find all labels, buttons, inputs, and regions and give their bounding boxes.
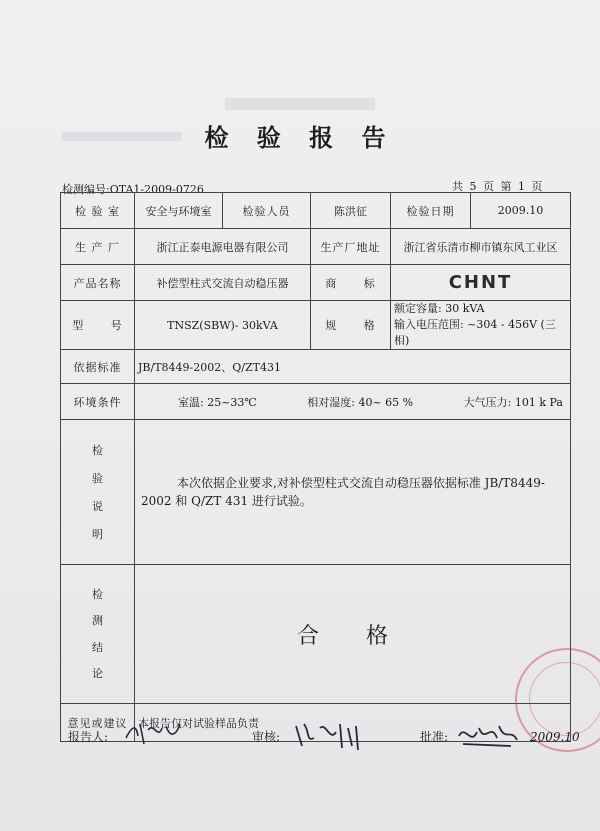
result-label-char: 测 xyxy=(92,614,103,628)
env-label: 环境条件 xyxy=(61,384,135,420)
desc-label xyxy=(61,420,135,565)
desc-label-char: 说 xyxy=(92,499,103,513)
inspector-label: 检验人员 xyxy=(223,193,311,229)
maker-value: 浙江正泰电源电器有限公司 xyxy=(135,229,311,265)
lab-label: 检 验 室 xyxy=(61,193,135,229)
reviewer-label: 审核: xyxy=(252,730,281,744)
table-row xyxy=(61,420,571,565)
result-value: 合 格 xyxy=(135,565,571,704)
report-code-label: 检测编号: xyxy=(62,183,110,196)
date-label: 检验日期 xyxy=(391,193,471,229)
room-temp: 室温: 25~33℃ xyxy=(178,395,257,409)
spec-label: 规 格 xyxy=(311,301,391,350)
product-label: 产品名称 xyxy=(61,265,135,301)
address-value: 浙江省乐清市柳市镇东风工业区 xyxy=(391,229,571,265)
brand-value: CHNT xyxy=(448,272,513,293)
standard-label: 依据标准 xyxy=(61,350,135,384)
result-label-char: 结 xyxy=(92,640,103,654)
desc-paragraph: 本次依据企业要求,对补偿型柱式交流自动稳压器依据标准 JB/T8449-2002 和 Q/ZT 431 进行试验。 xyxy=(141,476,545,508)
brand-logo xyxy=(391,265,571,301)
approval-date: 2009.10 xyxy=(530,730,580,744)
model-label: 型 号 xyxy=(61,301,135,350)
date-value: 2009.10 xyxy=(471,193,571,229)
maker-label: 生 产 厂 xyxy=(61,229,135,265)
inspector-value: 陈洪征 xyxy=(311,193,391,229)
desc-label-char: 验 xyxy=(92,471,103,485)
desc-text xyxy=(135,420,571,565)
desc-label-char: 明 xyxy=(92,527,103,541)
page-count: 共 5 页 第 1 页 xyxy=(452,180,543,193)
address-label: 生产厂地址 xyxy=(311,229,391,265)
report-title: 检 验 报 告 xyxy=(204,123,396,152)
table-row xyxy=(61,301,571,350)
approver-signature xyxy=(455,718,521,752)
approver-label: 批准: xyxy=(420,730,449,744)
spec-line-1: 额定容量: 30 kVA xyxy=(394,302,485,315)
opinion-value: 本报告仅对试验样品负责 xyxy=(135,704,571,742)
env-values xyxy=(135,384,571,420)
reporter-label: 报告人: xyxy=(68,730,109,744)
table-row xyxy=(61,265,571,301)
result-label-char: 检 xyxy=(92,587,103,601)
humidity: 相对湿度: 40~ 65 % xyxy=(307,395,414,409)
result-label xyxy=(61,565,135,704)
pressure: 大气压力: 101 k Pa xyxy=(463,395,563,409)
product-value: 补偿型柱式交流自动稳压器 xyxy=(135,265,311,301)
table-row xyxy=(61,565,571,704)
model-value: TNSZ(SBW)- 30kVA xyxy=(135,301,311,350)
table-row xyxy=(61,193,571,229)
table-row xyxy=(61,384,571,420)
standard-value: JB/T8449-2002、Q/ZT431 xyxy=(135,350,571,384)
result-label-char: 论 xyxy=(92,667,103,681)
spec-value xyxy=(391,301,571,350)
report-table xyxy=(60,192,571,742)
lab-value: 安全与环境室 xyxy=(135,193,223,229)
brand-label: 商 标 xyxy=(311,265,391,301)
table-row xyxy=(61,350,571,384)
reporter-signature xyxy=(122,718,184,748)
bleed-through-text xyxy=(225,98,375,110)
reviewer-signature xyxy=(292,718,372,752)
table-row xyxy=(61,229,571,265)
desc-label-char: 检 xyxy=(92,443,103,457)
spec-line-2: 输入电压范围: ~304 - 456V (三相) xyxy=(394,318,556,347)
report-code-value: OTA1-2009-0726 xyxy=(109,183,204,196)
opinion-label: 意见或建议 xyxy=(61,704,135,742)
